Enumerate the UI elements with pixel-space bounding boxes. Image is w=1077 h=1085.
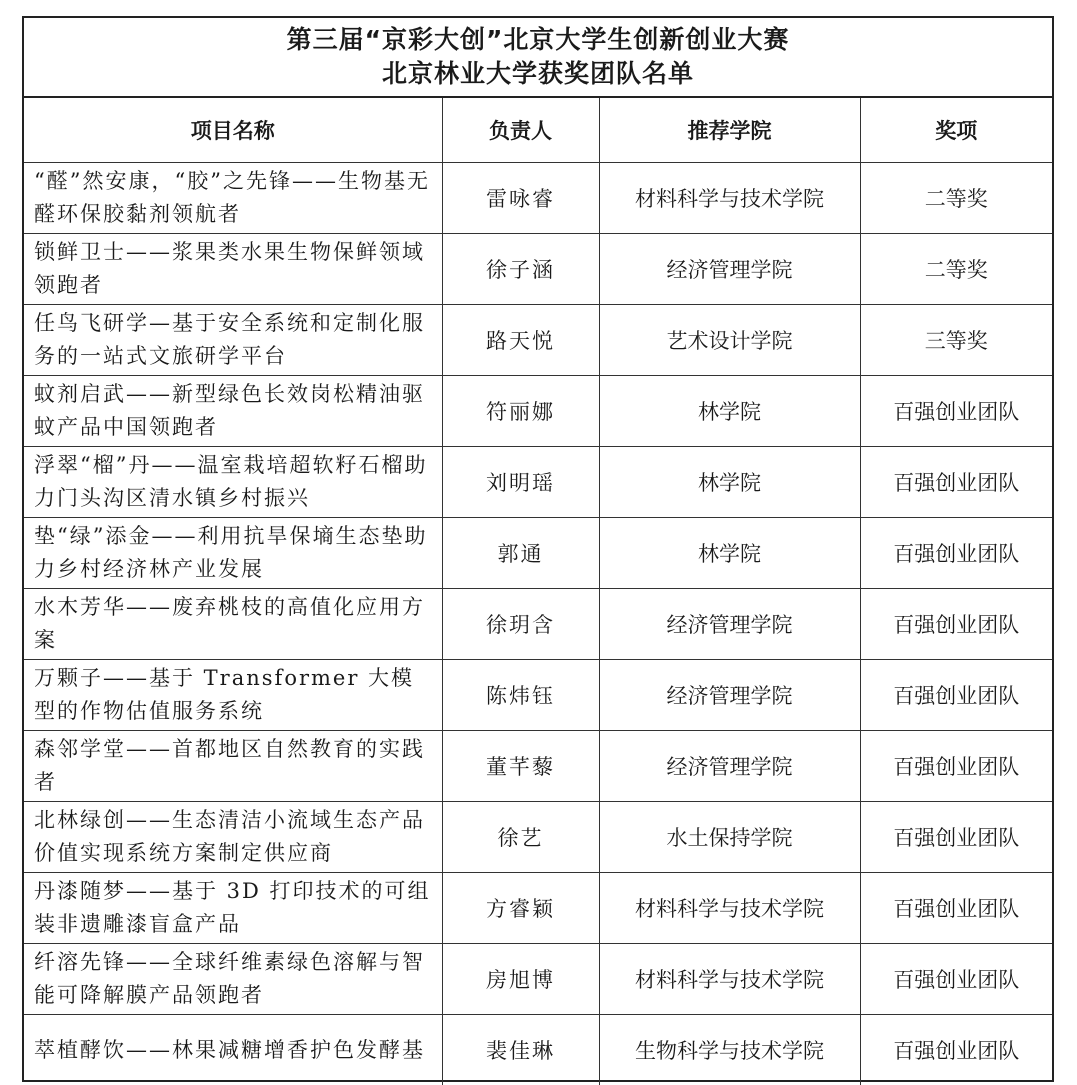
- project-name-cell: 万颗子——基于 Transformer 大模型的作物估值服务系统: [24, 660, 442, 731]
- award-cell: 百强创业团队: [860, 731, 1052, 802]
- document-title: [24, 18, 1052, 98]
- award-table: [24, 98, 1052, 1085]
- table-row: [24, 234, 1052, 305]
- college-cell: 材料科学与技术学院: [599, 163, 860, 234]
- leader-cell: 房旭博: [442, 944, 599, 1015]
- project-name-cell: 丹漆随梦——基于 3D 打印技术的可组装非遗雕漆盲盒产品: [24, 873, 442, 944]
- table-row: [24, 589, 1052, 660]
- award-list-document: [22, 16, 1054, 1082]
- table-row: [24, 305, 1052, 376]
- award-cell: 三等奖: [860, 305, 1052, 376]
- college-cell: 林学院: [599, 518, 860, 589]
- award-cell: 百强创业团队: [860, 873, 1052, 944]
- college-cell: 经济管理学院: [599, 234, 860, 305]
- leader-cell: 郭通: [442, 518, 599, 589]
- leader-cell: 徐玥含: [442, 589, 599, 660]
- award-cell: 百强创业团队: [860, 802, 1052, 873]
- college-cell: 经济管理学院: [599, 589, 860, 660]
- table-row: [24, 731, 1052, 802]
- project-name-cell: 蚊剂启武——新型绿色长效岗松精油驱蚊产品中国领跑者: [24, 376, 442, 447]
- header-college: 推荐学院: [599, 98, 860, 163]
- award-cell: 百强创业团队: [860, 1015, 1052, 1085]
- header-project-name: 项目名称: [24, 98, 442, 163]
- table-row: [24, 163, 1052, 234]
- title-line-1: 第三届“京彩大创”北京大学生创新创业大赛: [287, 23, 790, 57]
- project-name-cell: 浮翠“榴”丹——温室栽培超软籽石榴助力门头沟区清水镇乡村振兴: [24, 447, 442, 518]
- college-cell: 水土保持学院: [599, 802, 860, 873]
- college-cell: 经济管理学院: [599, 660, 860, 731]
- college-cell: 经济管理学院: [599, 731, 860, 802]
- leader-cell: 裴佳琳: [442, 1015, 599, 1085]
- leader-cell: 刘明瑶: [442, 447, 599, 518]
- college-cell: 艺术设计学院: [599, 305, 860, 376]
- leader-cell: 方睿颖: [442, 873, 599, 944]
- table-row: [24, 944, 1052, 1015]
- project-name-cell: 森邻学堂——首都地区自然教育的实践者: [24, 731, 442, 802]
- college-cell: 林学院: [599, 376, 860, 447]
- project-name-cell: 北林绿创——生态清洁小流域生态产品价值实现系统方案制定供应商: [24, 802, 442, 873]
- table-row: [24, 376, 1052, 447]
- award-cell: 百强创业团队: [860, 376, 1052, 447]
- college-cell: 生物科学与技术学院: [599, 1015, 860, 1085]
- table-row: [24, 447, 1052, 518]
- table-row: [24, 802, 1052, 873]
- project-name-cell: 锁鲜卫士——浆果类水果生物保鲜领域领跑者: [24, 234, 442, 305]
- project-name-cell: 萃植酵饮——林果减糖增香护色发酵基: [24, 1015, 442, 1085]
- college-cell: 材料科学与技术学院: [599, 944, 860, 1015]
- award-cell: 百强创业团队: [860, 660, 1052, 731]
- table-row: [24, 873, 1052, 944]
- award-cell: 二等奖: [860, 234, 1052, 305]
- project-name-cell: 水木芳华——废弃桃枝的高值化应用方案: [24, 589, 442, 660]
- leader-cell: 雷咏睿: [442, 163, 599, 234]
- leader-cell: 徐子涵: [442, 234, 599, 305]
- table-row: [24, 660, 1052, 731]
- header-award: 奖项: [860, 98, 1052, 163]
- leader-cell: 董芊藜: [442, 731, 599, 802]
- project-name-cell: 任鸟飞研学—基于安全系统和定制化服务的一站式文旅研学平台: [24, 305, 442, 376]
- award-cell: 二等奖: [860, 163, 1052, 234]
- title-line-2: 北京林业大学获奖团队名单: [382, 57, 694, 91]
- project-name-cell: 纤溶先锋——全球纤维素绿色溶解与智能可降解膜产品领跑者: [24, 944, 442, 1015]
- leader-cell: 路天悦: [442, 305, 599, 376]
- award-cell: 百强创业团队: [860, 589, 1052, 660]
- award-cell: 百强创业团队: [860, 447, 1052, 518]
- college-cell: 林学院: [599, 447, 860, 518]
- leader-cell: 陈炜钰: [442, 660, 599, 731]
- award-cell: 百强创业团队: [860, 944, 1052, 1015]
- table-row: [24, 1015, 1052, 1085]
- college-cell: 材料科学与技术学院: [599, 873, 860, 944]
- leader-cell: 徐艺: [442, 802, 599, 873]
- award-cell: 百强创业团队: [860, 518, 1052, 589]
- leader-cell: 符丽娜: [442, 376, 599, 447]
- header-leader: 负责人: [442, 98, 599, 163]
- project-name-cell: 垫“绿”添金——利用抗旱保墒生态垫助力乡村经济林产业发展: [24, 518, 442, 589]
- table-row: [24, 518, 1052, 589]
- project-name-cell: “醛”然安康，“胶”之先锋——生物基无醛环保胶黏剂领航者: [24, 163, 442, 234]
- table-header-row: [24, 98, 1052, 163]
